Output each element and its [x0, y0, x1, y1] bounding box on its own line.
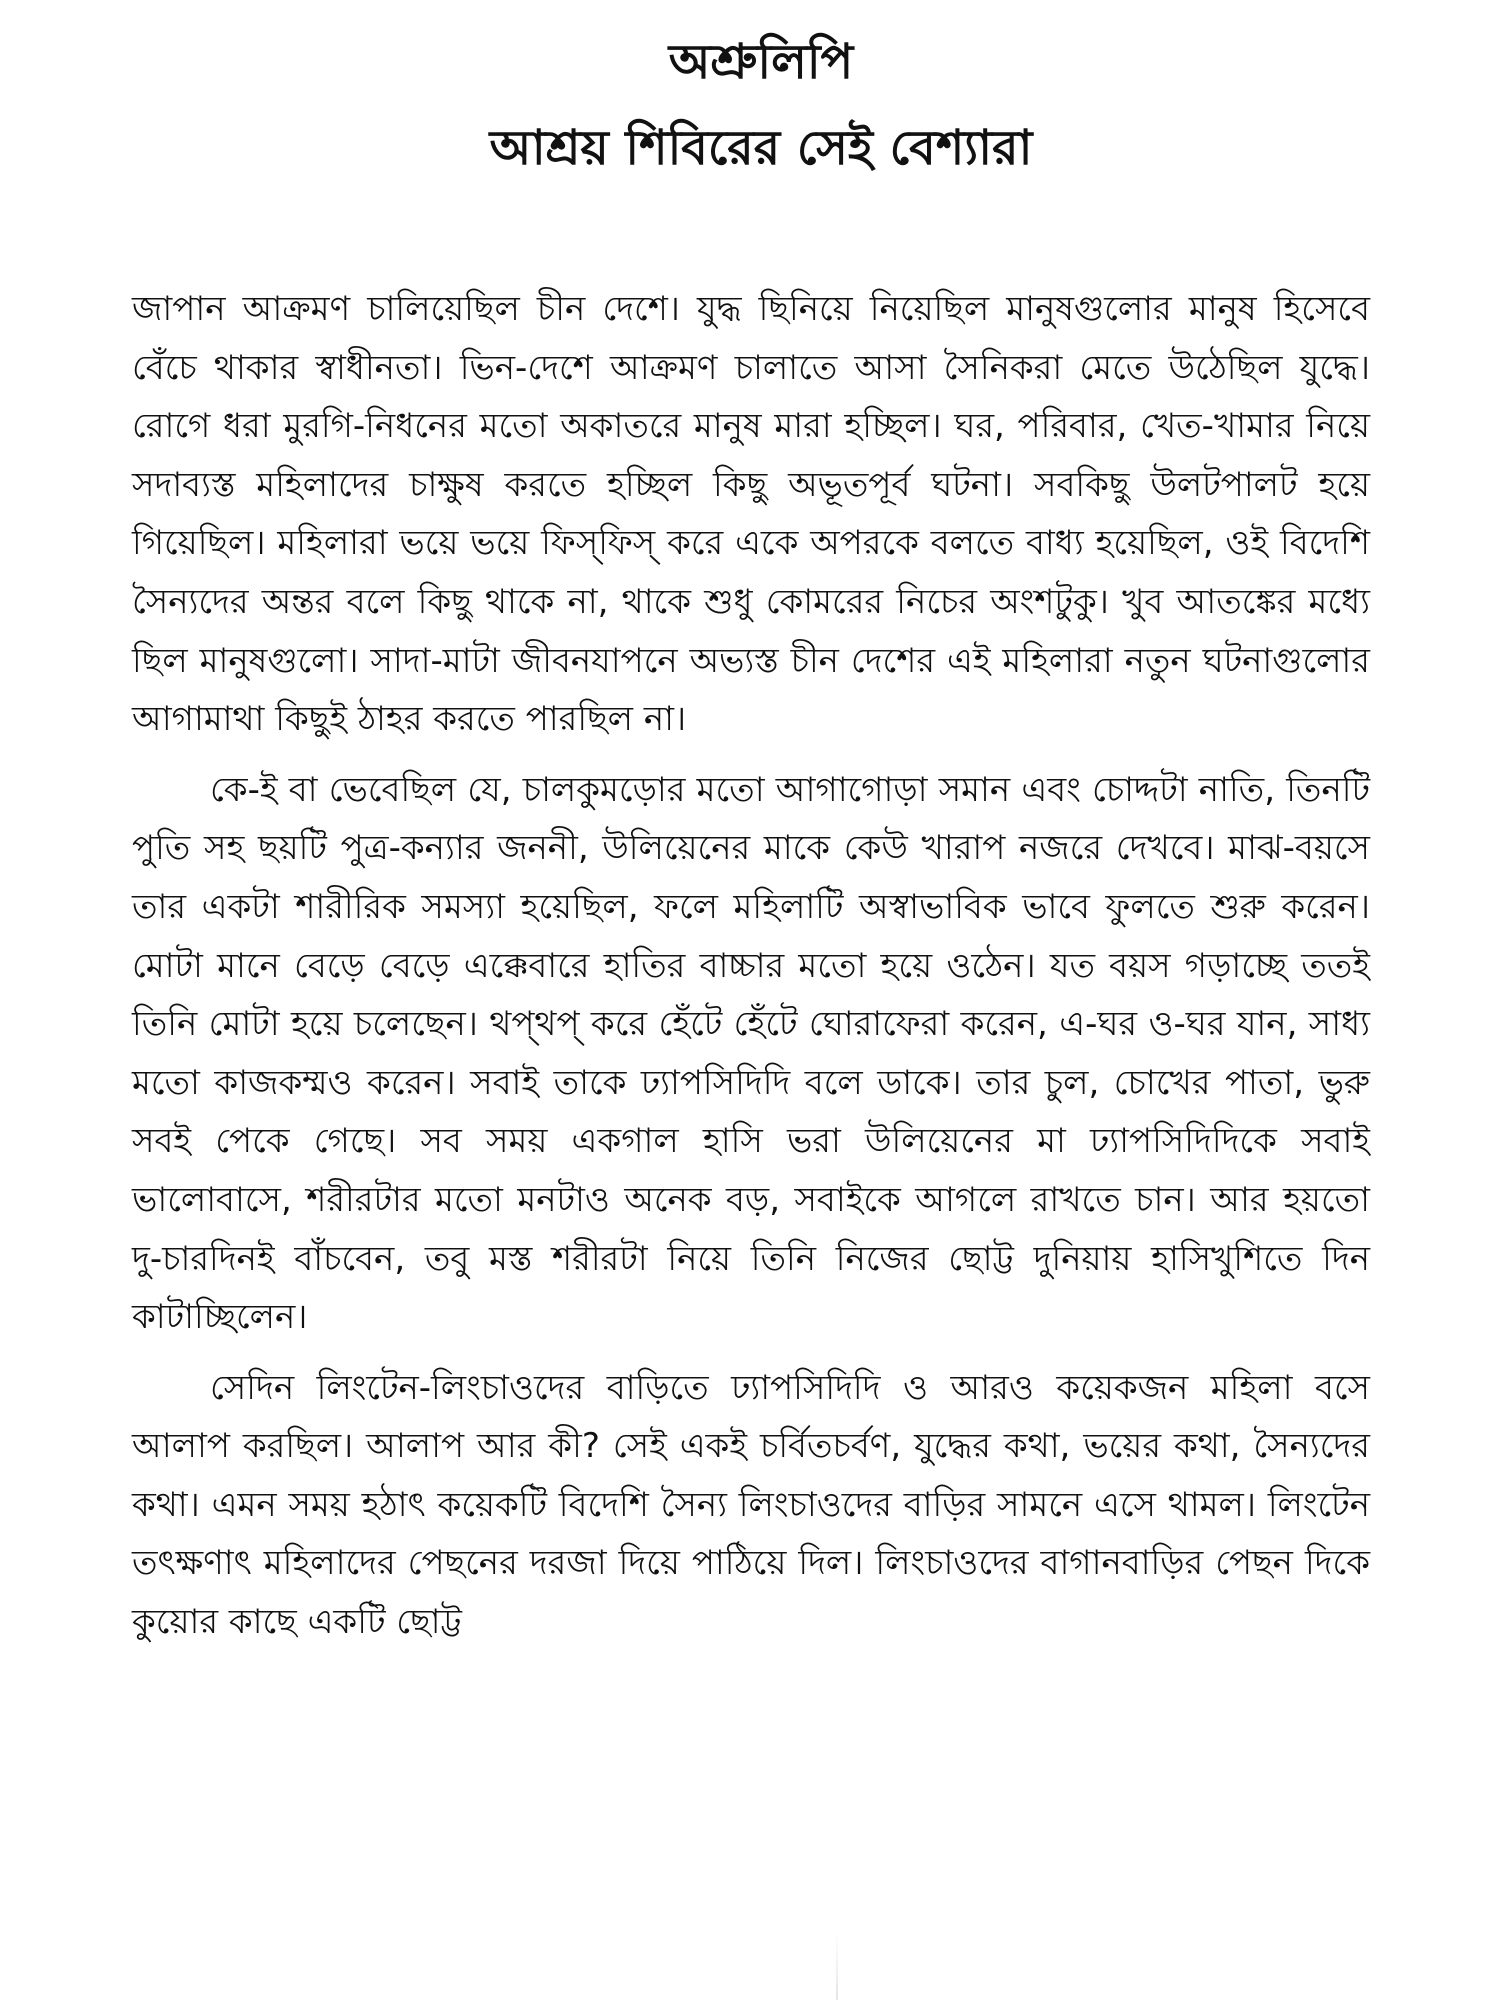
- body-text: [132, 280, 1370, 1652]
- page-title: অশ্রুলিপি: [668, 34, 854, 90]
- paragraph-1: জাপান আক্রমণ চালিয়েছিল চীন দেশে। যুদ্ধ ছিনিয়ে নিয়েছিল মানুষগুলোর মানুষ হিসেবে বেঁচে থাকার স্বাধীনতা। ভিন-দেশে আক্রমণ চালাতে আসা সৈনিকরা মেতে উঠেছিল যুদ্ধে। রোগে ধরা মুরগি-নিধনের মতো অকাতরে মানুষ মারা হচ্ছিল। ঘর, পরিবার, খেত-খামার নিয়ে সদাব্যস্ত মহিলাদের চাক্ষুষ করতে হচ্ছিল কিছু অভূতপূর্ব ঘটনা। সবকিছু উলটপালট হয়ে গিয়েছিল। মহিলারা ভয়ে ভয়ে ফিস্‌ফিস্‌ করে একে অপরকে বলতে বাধ্য হয়েছিল, ওই বিদেশি সৈন্যদের অন্তর বলে কিছু থাকে না, থাকে শুধু কোমরের নিচের অংশটুকু। খুব আতঙ্কের মধ্যে ছিল মানুষগুলো। সাদা-মাটা জীবনযাপনে অভ্যস্ত চীন দেশের এই মহিলারা নতুন ঘটনাগুলোর আগামাথা কিছুই ঠাহর করতে পারছিল না।: [132, 289, 1370, 740]
- paragraph-3: সেদিন লিংটেন-লিংচাওদের বাড়িতে ঢ্যাপসিদিদি ও আরও কয়েকজন মহিলা বসে আলাপ করছিল। আলাপ আর কী? সেই একই চর্বিতচর্বণ, যুদ্ধের কথা, ভয়ের কথা, সৈন্যদের কথা। এমন সময় হঠাৎ কয়েকটি বিদেশি সৈন্য লিংচাওদের বাড়ির সামনে এসে থামল। লিংটেন তৎক্ষণাৎ মহিলাদের পেছনের দরজা দিয়ে পাঠিয়ে দিল। লিংচাওদের বাগানবাড়ির পেছন দিকে কুয়োর কাছে একটি ছোট্ট: [132, 1367, 1370, 1643]
- chapter-subtitle: আশ্রয় শিবিরের সেই বেশ্যারা: [489, 120, 1033, 176]
- paragraph-2: কে-ই বা ভেবেছিল যে, চালকুমড়োর মতো আগাগোড়া সমান এবং চোদ্দটা নাতি, তিনটি পুতি সহ ছয়টি পুত্র-কন্যার জননী, উলিয়েনের মাকে কেউ খারাপ নজরে দেখবে। মাঝ-বয়সে তার একটা শারীরিক সমস্যা হয়েছিল, ফলে মহিলাটি অস্বাভাবিক ভাবে ফুলতে শুরু করেন। মোটা মানে বেড়ে বেড়ে এক্কেবারে হাতির বাচ্চার মতো হয়ে ওঠেন। যত বয়স গড়াচ্ছে ততই তিনি মোটা হয়ে চলেছেন। থপ্‌থপ্‌ করে হেঁটে হেঁটে ঘোরাফেরা করেন, এ-ঘর ও-ঘর যান, সাধ্য মতো কাজকম্মও করেন। সবাই তাকে ঢ্যাপসিদিদি বলে ডাকে। তার চুল, চোখের পাতা, ভুরু সবই পেকে গেছে। সব সময় একগাল হাসি ভরা উলিয়েনের মা ঢ্যাপসিদিদিকে সবাই ভালোবাসে, শরীরটার মতো মনটাও অনেক বড়, সবাইকে আগলে রাখতে চান। আর হয়তো দু-চারদিনই বাঁচবেন, তবু মস্ত শরীরটা নিয়ে তিনি নিজের ছোট্ট দুনিয়ায় হাসিখুশিতে দিন কাটাচ্ছিলেন।: [132, 769, 1370, 1338]
- page-fold-mark: [836, 1930, 838, 2000]
